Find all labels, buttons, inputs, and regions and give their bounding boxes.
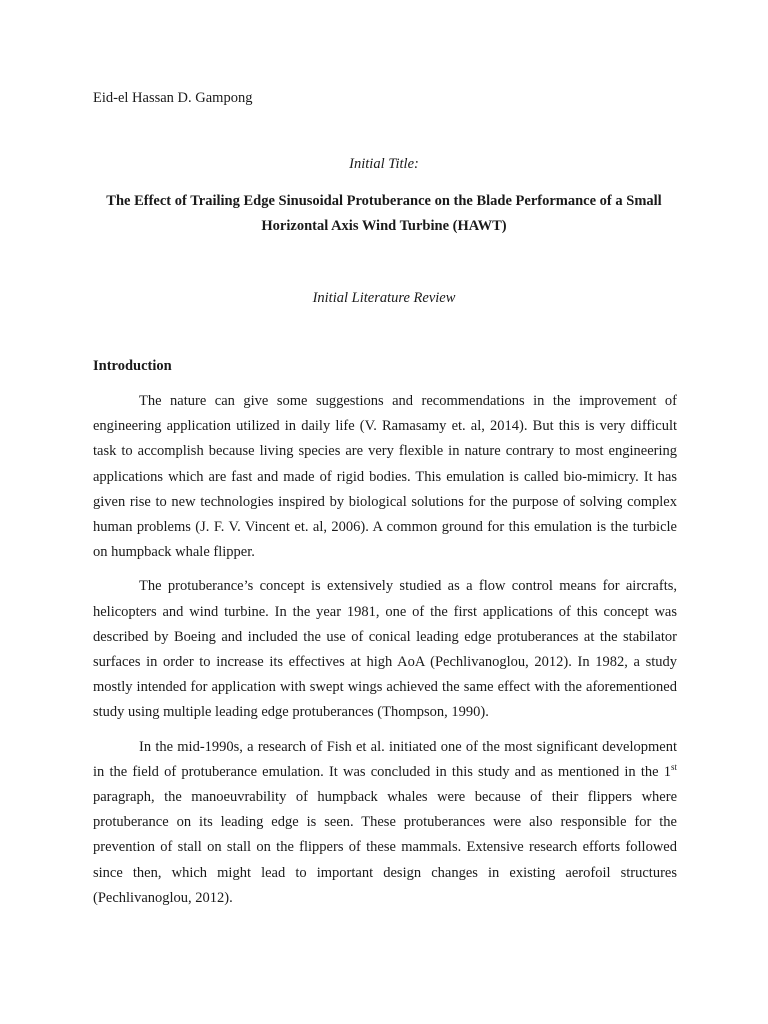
- paragraph-2: The protuberance’s concept is extensively studied as a flow control means for aircrafts, helicopters and wind turbine. In the year 1981, one of the first applications of this concept was described by Boeing and included the use of conical leading edge protuberances at the stabilator surfaces in order to increase its effectives at high AoA (Pechlivanoglou, 2012). In 1982, a study mostly intended for application with swept wings achieved the same effect with the aforementioned study using multiple leading edge protuberances (Thompson, 1990).: [93, 578, 677, 721]
- author-name: Eid-el Hassan D. Gampong: [93, 90, 253, 106]
- paragraph-3: [93, 735, 677, 911]
- body-text: [93, 389, 677, 920]
- paragraph-1: The nature can give some suggestions and recommendations in the improvement of engineering application utilized in daily life (V. Ramasamy et. al, 2014). But this is very difficult task to accomplish because living species are very flexible in nature contrary to most engineering applications which are fast and made of rigid bodies. This emulation is called bio-mimicry. It has given rise to new technologies inspired by biological solutions for the purpose of solving complex human problems (J. F. V. Vincent et. al, 2006). A common ground for this emulation is the turbicle on humpback whale flipper.: [93, 393, 677, 561]
- initial-title-label: Initial Title:: [349, 156, 419, 172]
- paragraph-3-part-2: paragraph, the manoeuvrability of humpback whales were because of their flippers where protuberance on its leading edge is seen. These protuberances were also responsible for the prevention of stall on stall on the flippers of these mammals. Extensive research efforts followed since then, which might lead to important design changes in existing aerofoil structures (Pechlivanoglou, 2012).: [93, 789, 677, 906]
- paper-title: The Effect of Trailing Edge Sinusoidal Protuberance on the Blade Performance of a Small Horizontal Axis Wind Turbine (HAWT): [106, 193, 662, 234]
- section-heading-introduction: Introduction: [93, 358, 172, 374]
- paragraph-3-part-1: In the mid-1990s, a research of Fish et al. initiated one of the most significant development in the field of protuberance emulation. It was concluded in this study and as mentioned in the 1: [93, 738, 677, 780]
- ordinal-superscript: st: [670, 762, 677, 773]
- literature-review-label: Initial Literature Review: [312, 290, 456, 306]
